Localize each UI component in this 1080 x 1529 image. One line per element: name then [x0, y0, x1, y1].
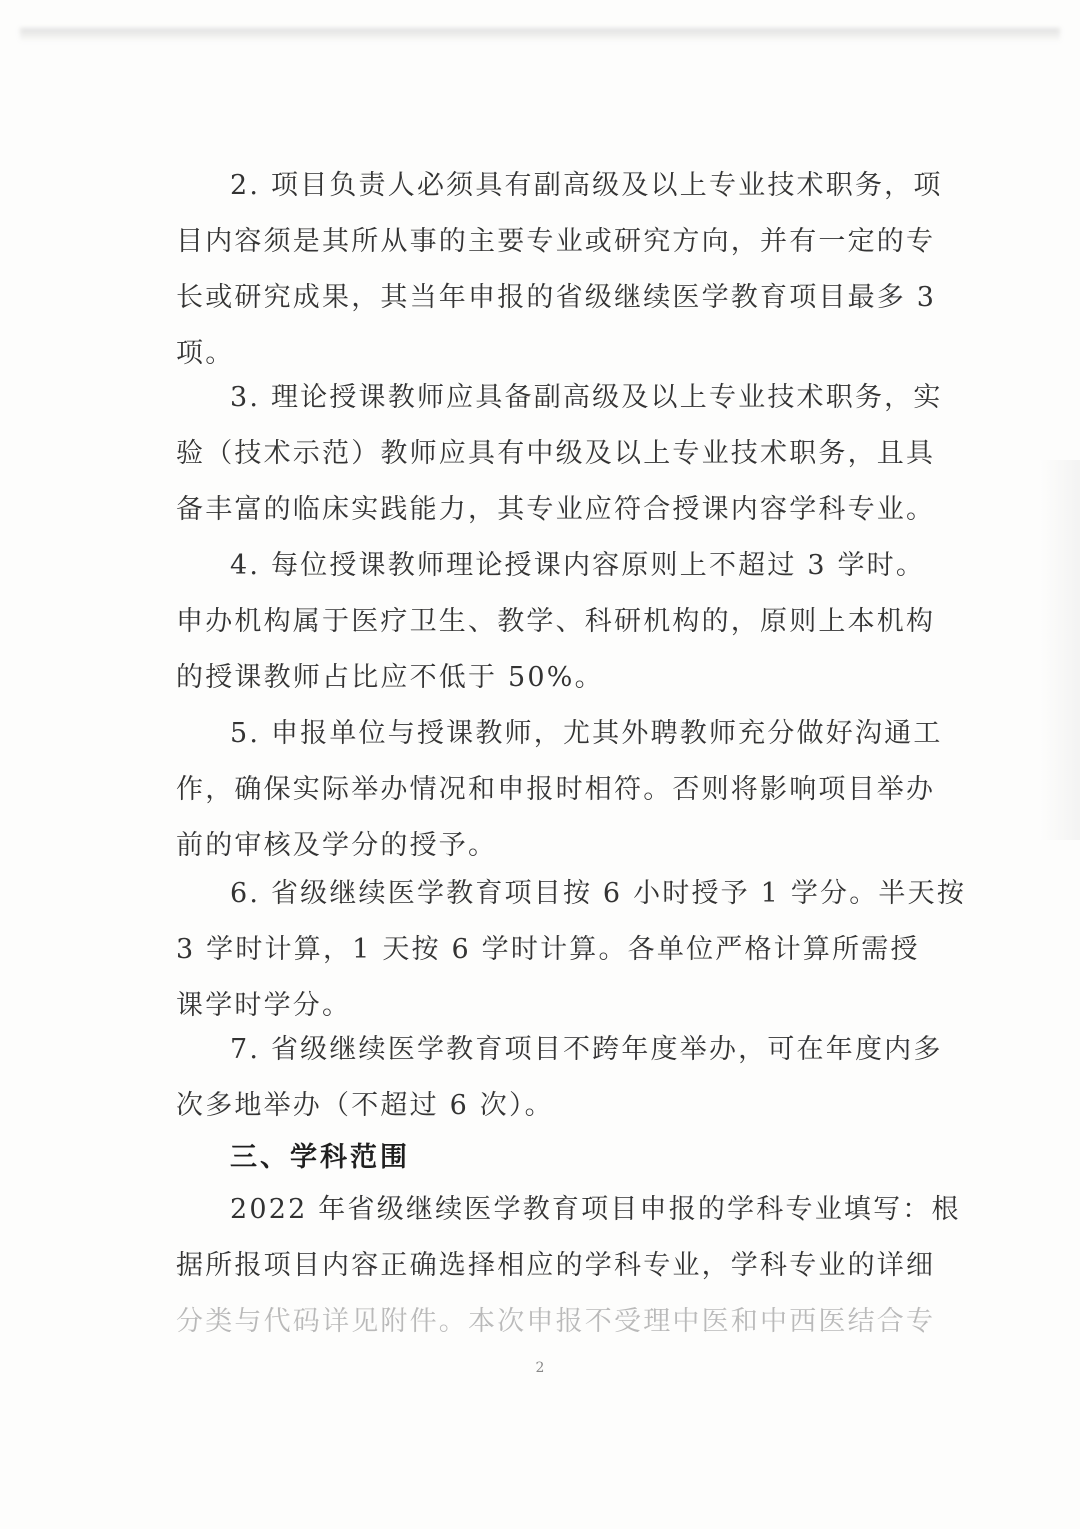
paragraph-4-line-3: 的授课教师占比应不低于 50%。 — [176, 662, 604, 693]
paragraph-2-line-3: 长或研究成果，其当年申报的省级继续医学教育项目最多 3 — [176, 282, 937, 313]
scan-edge — [20, 28, 1060, 42]
paragraph-6-line-1: 6. 省级继续医学教育项目按 6 小时授予 1 学分。半天按 — [230, 878, 967, 909]
paragraph-3-line-3: 备丰富的临床实践能力，其专业应符合授课内容学科专业。 — [176, 494, 936, 525]
paragraph-5-line-3: 前的审核及学分的授予。 — [176, 830, 498, 861]
paragraph-2-line-4: 项。 — [176, 338, 235, 369]
paragraph-3-line-2: 验（技术示范）教师应具有中级及以上专业技术职务，且具 — [176, 438, 936, 469]
paragraph-7-line-1: 7. 省级继续医学教育项目不跨年度举办，可在年度内多 — [230, 1034, 943, 1065]
section-paragraph-line-3: 分类与代码详见附件。本次申报不受理中医和中西医结合专 — [176, 1306, 936, 1337]
paragraph-2-line-1: 2. 项目负责人必须具有副高级及以上专业技术职务，项 — [230, 170, 943, 201]
paragraph-4-line-2: 申办机构属于医疗卫生、教学、科研机构的，原则上本机构 — [176, 606, 936, 637]
paragraph-7-line-2: 次多地举办（不超过 6 次）。 — [176, 1090, 554, 1121]
paragraph-5-line-2: 作，确保实际举办情况和申报时相符。否则将影响项目举办 — [176, 774, 936, 805]
section-heading: 三、学科范围 — [230, 1142, 410, 1173]
section-paragraph-line-1: 2022 年省级继续医学教育项目申报的学科专业填写：根 — [230, 1194, 961, 1225]
paragraph-4-line-1: 4. 每位授课教师理论授课内容原则上不超过 3 学时。 — [230, 550, 926, 581]
paragraph-6-line-3: 课学时学分。 — [176, 990, 352, 1021]
paragraph-5-line-1: 5. 申报单位与授课教师，尤其外聘教师充分做好沟通工 — [230, 718, 943, 749]
section-paragraph-line-2: 据所报项目内容正确选择相应的学科专业，学科专业的详细 — [176, 1250, 936, 1281]
paragraph-3-line-1: 3. 理论授课教师应具备副高级及以上专业技术职务，实 — [230, 382, 943, 413]
page-number: 2 — [535, 1360, 545, 1376]
paragraph-6-line-2: 3 学时计算，1 天按 6 学时计算。各单位严格计算所需授 — [176, 934, 920, 965]
paragraph-2-line-2: 目内容须是其所从事的主要专业或研究方向，并有一定的专 — [176, 226, 936, 257]
scan-shadow — [1040, 460, 1080, 840]
